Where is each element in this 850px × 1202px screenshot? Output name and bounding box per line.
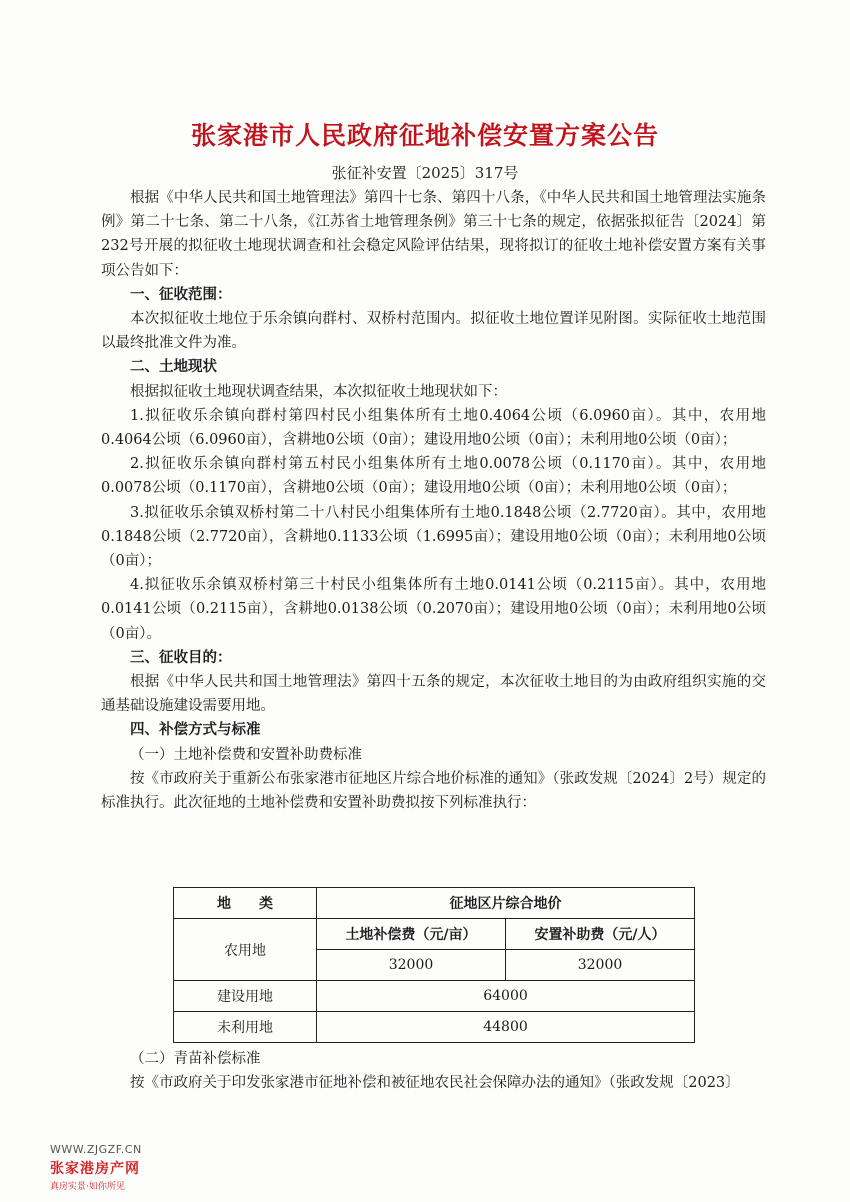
row-unused-label: 未利用地	[174, 1012, 317, 1043]
document-number: 张征补安置〔2025〕317号	[331, 164, 519, 182]
row-agri-label: 农用地	[174, 919, 317, 981]
agri-resettlement-value: 32000	[506, 950, 695, 981]
land-item: 3.拟征收乐余镇双桥村第二十八村民小组集体所有土地0.1848公顷（2.7720亩）。其中，农用地0.1848公顷（2.7720亩），含耕地0.1133公顷（1.6995亩）；建设用地0公顷（0亩）；未利用地0公顷（0亩）；	[101, 504, 766, 570]
unused-value: 44800	[317, 1012, 695, 1043]
subsection-1-heading: （一）土地补偿费和安置补助费标准	[130, 746, 362, 763]
site-watermark	[50, 1143, 142, 1192]
subsection-1-text: 按《市政府关于重新公布张家港市征地区片综合地价标准的通知》（张政发规〔2024〕2号）规定的标准执行。此次征地的土地补偿费和安置补助费拟按下列标准执行：	[101, 770, 766, 812]
document-body-continued	[101, 1047, 766, 1095]
section-2-intro: 根据拟征收土地现状调查结果，本次拟征收土地现状如下：	[130, 383, 507, 400]
subsection-2-text: 按《市政府关于印发张家港市征地补偿和被征地农民社会保障办法的通知》（张政发规〔2023〕	[130, 1075, 740, 1092]
land-item: 4.拟征收乐余镇双桥村第三十村民小组集体所有土地0.0141公顷（0.2115亩）。其中，农用地0.0141公顷（0.2115亩），含耕地0.0138公顷（0.2070亩）；建设用地0公顷（0亩）；未利用地0公顷（0亩）。	[101, 577, 766, 642]
section-3-heading: 三、征收目的：	[130, 649, 232, 666]
header-land-type: 地 类	[174, 888, 317, 919]
section-1-heading: 一、征收范围：	[130, 286, 232, 303]
section-1-text: 本次拟征收土地位于乐余镇向群村、双桥村范围内。拟征收土地位置详见附图。实际征收土地范围以最终批准文件为准。	[101, 311, 766, 352]
header-price: 征地区片综合地价	[317, 888, 695, 919]
document-title: 张家港市人民政府征地补偿安置方案公告	[190, 121, 659, 150]
watermark-brand: 张家港房产网	[50, 1161, 140, 1177]
build-value: 64000	[317, 981, 695, 1012]
land-item: 1.拟征收乐余镇向群村第四村民小组集体所有土地0.4064公顷（6.0960亩）。其中，农用地0.4064公顷（6.0960亩），含耕地0公顷（0亩）；建设用地0公顷（0亩）；未利用地0公顷（0亩）；	[101, 407, 766, 449]
section-3-text: 根据《中华人民共和国土地管理法》第四十五条的规定，本次征收土地目的为由政府组织实施的交通基础设施建设需要用地。	[101, 674, 766, 715]
watermark-slogan: 真房实景·如你所见	[50, 1182, 125, 1192]
header-land-compensation: 土地补偿费（元/亩）	[317, 919, 506, 950]
intro-paragraph: 根据《中华人民共和国土地管理法》第四十七条、第四十八条，《中华人民共和国土地管理法实施条例》第二十七条、第二十八条，《江苏省土地管理条例》第三十七条的规定，依据张拟征告〔2024〕第232号开展的拟征收土地现状调查和社会稳定风险评估结果，现将拟订的征收土地补偿安置方案有关事项公告如下：	[101, 190, 766, 279]
land-item: 2.拟征收乐余镇向群村第五村民小组集体所有土地0.0078公顷（0.1170亩）。其中，农用地0.0078公顷（0.1170亩），含耕地0公顷（0亩）；建设用地0公顷（0亩）；未利用地0公顷（0亩）；	[101, 456, 766, 497]
watermark-url: WWW.ZJGZF.CN	[50, 1143, 142, 1156]
section-2-heading: 二、土地现状	[130, 359, 217, 376]
agri-land-compensation-value: 32000	[317, 950, 506, 981]
subsection-2-heading: （二）青苗补偿标准	[130, 1051, 261, 1067]
document-body	[101, 186, 766, 815]
row-build-label: 建设用地	[174, 981, 317, 1012]
compensation-table	[173, 887, 695, 1043]
header-resettlement: 安置补助费（元/人）	[506, 919, 695, 950]
section-4-heading: 四、补偿方式与标准	[130, 722, 261, 739]
